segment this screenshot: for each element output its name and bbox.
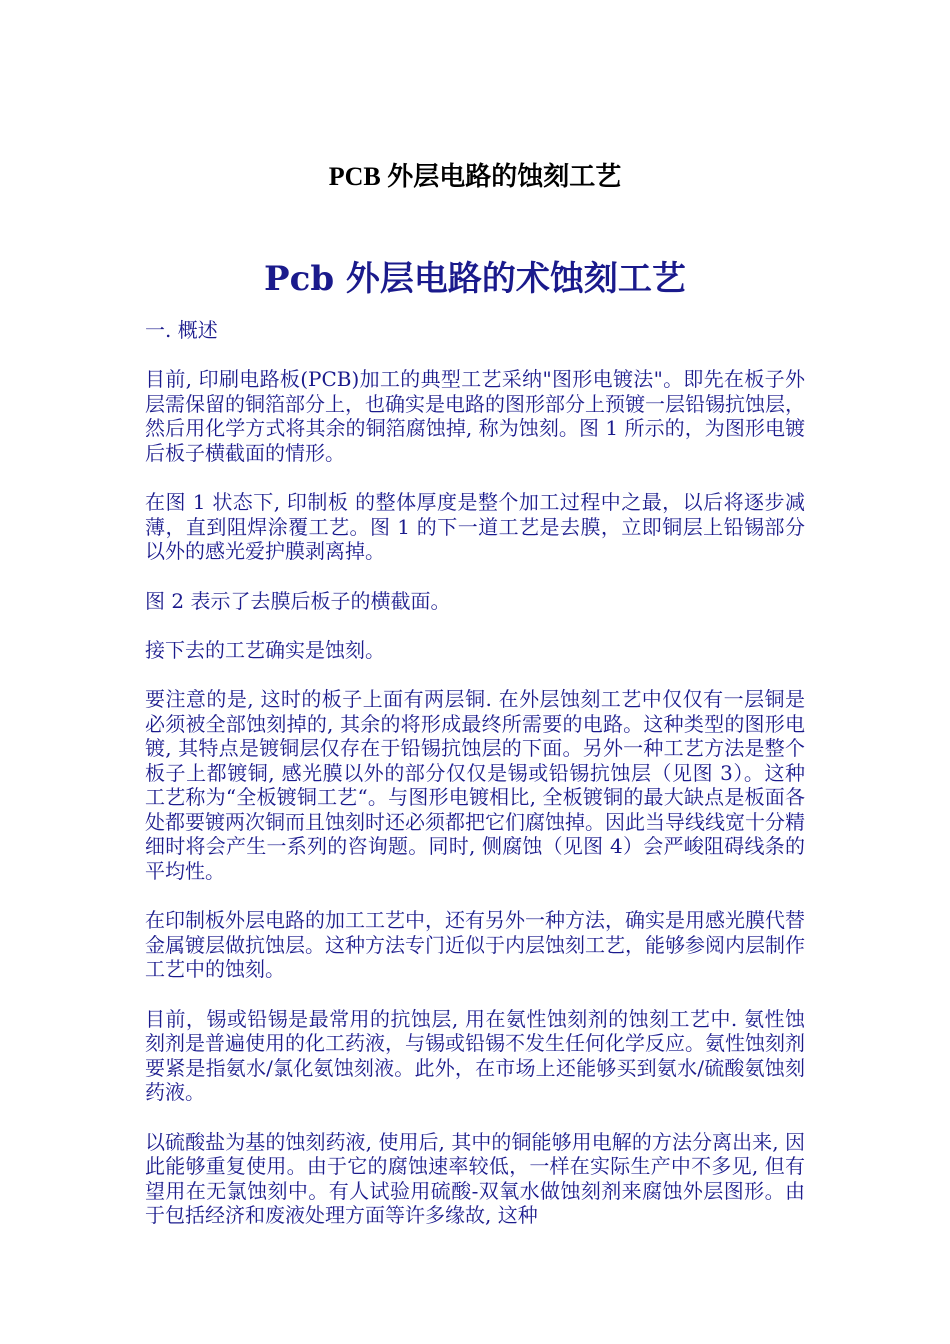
paragraph: 目前, 印刷电路板(PCB)加工的典型工艺采纳"图形电镀法"。即先在板子外层需保留的铜箔部分上，也确实是电路的图形部分上预镀一层铅锡抗蚀层，然后用化学方式将其余的铜箔腐蚀掉, 称为蚀刻。图 1 所示的，为图形电镀后板子横截面的情形。: [145, 367, 805, 465]
paragraph: 在印制板外层电路的加工工艺中，还有另外一种方法，确实是用感光膜代替金属镀层做抗蚀层。这种方法专门近似于内层蚀刻工艺，能够参阅内层制作工艺中的蚀刻。: [145, 908, 805, 982]
paragraph: 图 2 表示了去膜后板子的横截面。: [145, 588, 451, 613]
section-heading: 一. 概述: [145, 318, 218, 342]
paragraph: 要注意的是, 这时的板子上面有两层铜. 在外层蚀刻工艺中仅仅有一层铜是必须被全部蚀刻掉的, 其余的将形成最终所需要的电路。这种类型的图形电镀, 其特点是镀铜层仅存在于铅锡抗蚀层的下面。另外一种工艺方法是整个板子上都镀铜, 感光膜以外的部分仅仅是锡或铅锡抗蚀层（见图 3）。这种工艺称为“全板镀铜工艺“。与图形电镀相比, 全板镀铜的最大缺点是板面各处都要镀两次铜而且蚀刻时还必须都把它们腐蚀掉。因此当导线线宽十分精细时将会产生一系列的咨询题。同时, 侧腐蚀（见图 4）会严峻阻碍线条的平均性。: [145, 686, 805, 884]
document-body: [145, 318, 805, 1253]
paragraph: 目前，锡或铅锡是最常用的抗蚀层, 用在氨性蚀刻剂的蚀刻工艺中. 氨性蚀刻剂是普遍使用的化工药液，与锡或铅锡不发生任何化学反应。氨性蚀刻剂要紧是指氨水/氯化氨蚀刻液。此外，在市场上还能够买到氨水/硫酸氨蚀刻药液。: [145, 1006, 805, 1105]
paragraph: 在图 1 状态下, 印制板 的整体厚度是整个加工过程中之最，以后将逐步减薄，直到阻焊涂覆工艺。图 1 的下一道工艺是去膜，立即铜层上铅锡部分以外的感光爱护膜剥离掉。: [145, 490, 805, 564]
document-title: PCB 外层电路的蚀刻工艺: [328, 162, 622, 191]
paragraph: 接下去的工艺确实是蚀刻。: [145, 637, 385, 662]
paragraph: 以硫酸盐为基的蚀刻药液, 使用后, 其中的铜能够用电解的方法分离出来, 因此能够重复使用。由于它的腐蚀速率较低，一样在实际生产中不多见, 但有望用在无氯蚀刻中。有人试验用硫酸-双氧水做蚀刻剂来腐蚀外层图形。由于包括经济和废液处理方面等许多缘故, 这种: [145, 1129, 805, 1228]
article-title: Pcb 外层电路的术蚀刻工艺: [264, 259, 686, 299]
